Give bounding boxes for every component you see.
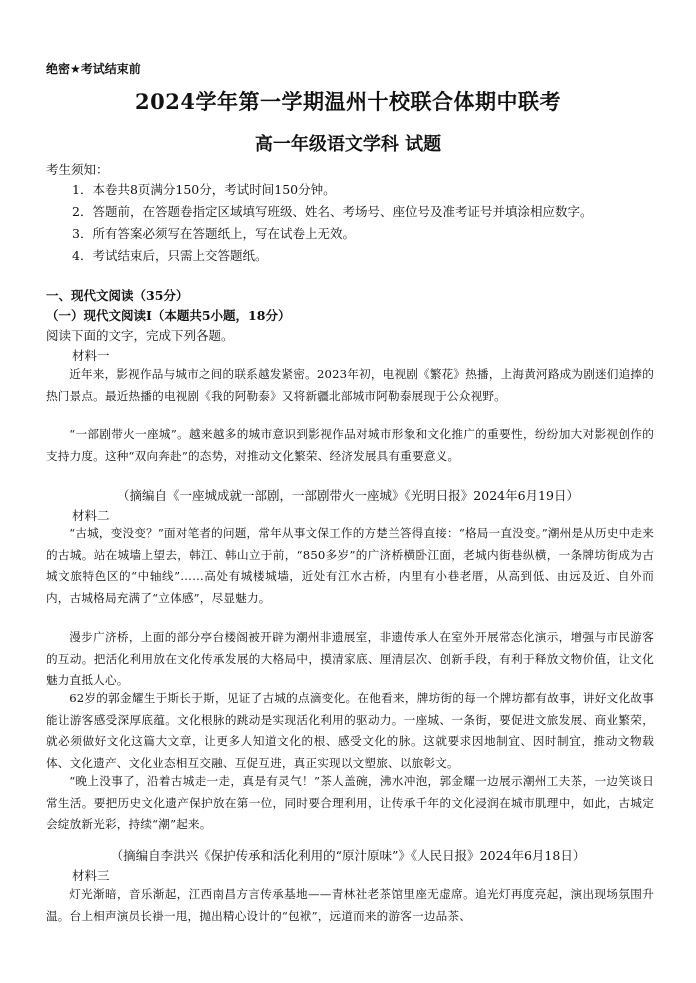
material-paragraph: “晚上没事了，沿着古城走一走，真是有灵气！”茶人盖碗，沸水冲泡，郭金耀一边展示潮州工夫茶，一边笑谈日常生活。要把历史文化遗产保护放在第一位，同时要合理利用，让传承千年的文化浸润在城市肌理中，如此，古城定会绽放新光彩，持续“潮”起来。 xyxy=(46,774,654,831)
exam-title: 2024学年第一学期温州十校联合体期中联考 xyxy=(135,89,561,114)
subsection-heading: （一）现代文阅读Ⅰ（本题共5小题，18分） xyxy=(46,308,291,323)
notice-heading: 考生须知： xyxy=(46,162,109,177)
material-paragraph: 近年来，影视作品与城市之间的联系越发紧密。2023年初，电视剧《繁花》热播，上海黄河路成为剧迷们追捧的热门景点。最近热播的电视剧《我的阿勒泰》又将新疆北部城市阿勒泰展现于公众视野。 xyxy=(46,367,654,403)
notice-item: 2．答题前，在答题卷指定区域填写班级、姓名、考场号、座位号及准考证号并填涂相应数字。 xyxy=(72,204,593,219)
material-paragraph: 漫步广济桥，上面的部分亭台楼阁被开辟为潮州非遗展室，非遗传承人在室外开展常态化演示，增强与市民游客的互动。把活化利用放在文化传承发展的大格局中，摸清家底、厘清层次、创新手段，有利于释放文物价值，让文化魅力直抵人心。 xyxy=(46,630,654,687)
notice-item: 1．本卷共8页满分150分，考试时间150分钟。 xyxy=(72,182,336,197)
material-source: （摘编自李洪兴《保护传承和活化利用的“原汁原味”》《人民日报》2024年6月18日） xyxy=(110,848,586,863)
notice-item: 3．所有答案必须写在答题纸上，写在试卷上无效。 xyxy=(72,226,355,241)
confidential-label: 绝密★考试结束前 xyxy=(46,62,141,76)
material-label: 材料二 xyxy=(72,508,110,523)
reading-instruction: 阅读下面的文字，完成下列各题。 xyxy=(46,328,234,343)
material-label: 材料一 xyxy=(72,348,110,363)
section-heading: 一、现代文阅读（35分） xyxy=(46,288,189,303)
material-paragraph: “一部剧带火一座城”。越来越多的城市意识到影视作品对城市形象和文化推广的重要性，纷纷加大对影视创作的支持力度。这种“双向奔赴”的态势，对推动文化繁荣、经济发展具有重要意义。 xyxy=(46,427,654,463)
material-label: 材料三 xyxy=(72,868,110,883)
material-source: （摘编自《一座城成就一部剧，一部剧带火一座城》《光明日报》2024年6月19日） xyxy=(117,488,579,503)
material-paragraph: “古城，变没变？”面对笔者的问题，常年从事文保工作的方楚兰答得直接：“格局一直没变。”潮州是从历史中走来的古城。站在城墙上望去，韩江、韩山立于前，“850多岁”的广济桥横卧江面，老城内街巷纵横，一条牌坊街成为古城文旅特色区的“中轴线”……高处有城楼城墙，近处有江水古桥，内里有小巷老厝，从高到低、由远及近、自外而内，古城格局充满了“立体感”，尽显魅力。 xyxy=(46,526,654,605)
material-paragraph: 灯光渐暗，音乐渐起，江西南昌方言传承基地——青林社老茶馆里座无虚席。追光灯再度亮起，演出现场氛围升温。台上相声演员长褂一甩，抛出精心设计的“包袱”，远道而来的游客一边品茶、 xyxy=(46,887,654,923)
material-paragraph: 62岁的郭金耀生于斯长于斯，见证了古城的点滴变化。在他看来，牌坊街的每一个牌坊都有故事，讲好文化故事能让游客感受深厚底蕴。文化根脉的跳动是实现活化利用的驱动力。一座城、一条街，要促进文旅发展、商业繁荣，就必须做好文化这篇大文章，让更多人知道文化的根、感受文化的脉。这就要求因地制宜、因时制宜，推动文物载体、文化遗产、文化业态相互交融、互促互进，真正实现以文塑旅、以旅彰文。 xyxy=(46,691,654,770)
notice-item: 4．考试结束后，只需上交答题纸。 xyxy=(72,248,268,263)
exam-subtitle: 高一年级语文学科 试题 xyxy=(254,134,442,155)
